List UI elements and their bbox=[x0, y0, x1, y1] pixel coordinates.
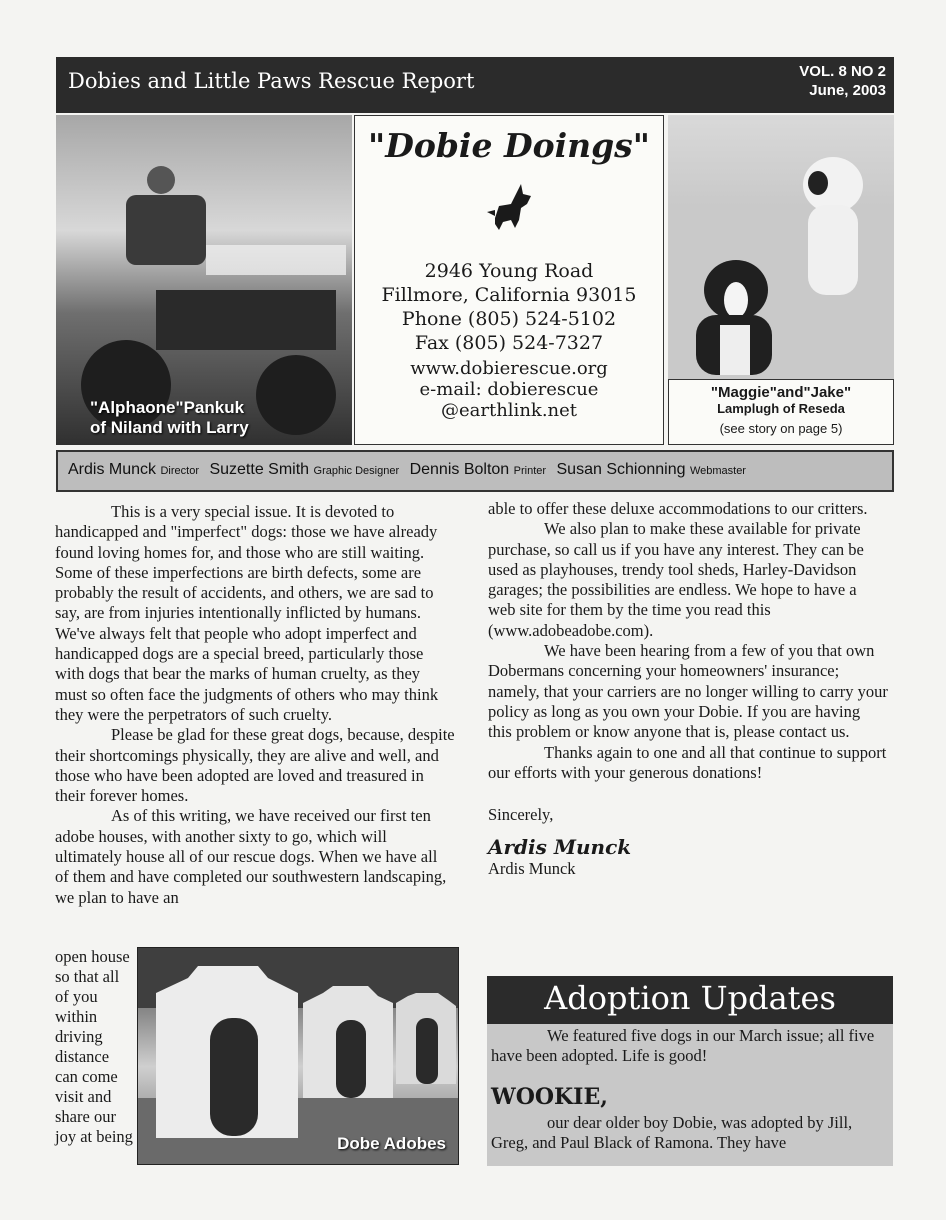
article-left-column bbox=[55, 502, 455, 908]
article-paragraph: This is a very special issue. It is devoted to handicapped and "imperfect" dogs: those we have already found loving homes for, and those who are still waiting. Some of these imperfections are birth defects, some are probably the result of accidents, and others, we are sad to say, are from injuries intentionally inflicted by humans. We've always felt that people who adopt imperfect and handicapped dogs are a special breed, particularly those with dogs that bear the marks of human cruelty, as they must so often face the judgments of others who may think they were the perpetrators of such cruelty. bbox=[55, 502, 439, 724]
caption-dog-names: "Maggie"and"Jake" bbox=[710, 384, 852, 401]
photo-dobe-adobes bbox=[137, 947, 459, 1165]
article-paragraph: As of this writing, we have received our first ten adobe houses, with another sixty to go, which will ultimately house all of our rescue dogs. When we have all of them and have completed our southwestern landscaping, we plan to have an bbox=[55, 806, 447, 907]
volume-number: VOL. 8 NO 2 bbox=[799, 63, 886, 80]
dog-name-heading: WOOKIE, bbox=[491, 1083, 608, 1110]
caption-line: of Niland with Larry bbox=[90, 418, 249, 437]
photo-caption: Dobe Adobes bbox=[337, 1134, 446, 1153]
staff-name: Dennis Bolton bbox=[409, 461, 510, 478]
staff-role: Graphic Designer bbox=[313, 465, 400, 477]
staff-list bbox=[68, 461, 752, 479]
issue-date: June, 2003 bbox=[809, 82, 886, 99]
signature: Ardis Munck bbox=[488, 835, 632, 860]
email-line[interactable]: @earthlink.net bbox=[440, 400, 578, 421]
caption-story-ref: (see story on page 5) bbox=[719, 421, 843, 436]
contact-address bbox=[355, 259, 663, 355]
masthead bbox=[354, 115, 664, 445]
article-paragraph: open house so that all of you within driving distance can come visit and share our joy at being bbox=[55, 947, 133, 1146]
staff-role: Director bbox=[160, 465, 199, 477]
website-link[interactable]: www.dobierescue.org bbox=[410, 358, 608, 379]
email-line[interactable]: e-mail: dobierescue bbox=[419, 379, 599, 400]
caption-line: "Alphaone"Pankuk bbox=[90, 398, 245, 417]
article-paragraph: We have been hearing from a few of you that own Dobermans concerning your homeowners' insurance; namely, that your carriers are no longer willing to carry your policy as long as you own your Dobie. If you are having this problem or know anyone that is, please contact us. bbox=[488, 641, 888, 742]
staff-name: Ardis Munck bbox=[68, 461, 157, 478]
photo-boston-terriers bbox=[668, 115, 894, 379]
adobe-houses-illustration bbox=[138, 948, 458, 1164]
photo-left-caption bbox=[90, 398, 249, 438]
closing-salutation: Sincerely, bbox=[488, 805, 554, 825]
newsletter-title: Dobies and Little Paws Rescue Report bbox=[68, 69, 475, 93]
contact-online bbox=[355, 358, 663, 421]
newsletter-name: "Dobie Doings" bbox=[368, 126, 650, 165]
phone-number: Phone (805) 524-5102 bbox=[401, 308, 617, 330]
staff-name: Suzette Smith bbox=[209, 461, 310, 478]
city-state-zip: Fillmore, California 93015 bbox=[381, 284, 637, 306]
fax-number: Fax (805) 524-7327 bbox=[414, 332, 604, 354]
article-wrap-text bbox=[55, 947, 135, 1147]
section-title: Adoption Updates bbox=[544, 979, 836, 1017]
photo-man-on-atv bbox=[56, 115, 352, 445]
photo-right-caption bbox=[668, 379, 894, 445]
newsletter-banner bbox=[56, 57, 894, 113]
staff-name: Susan Schionning bbox=[556, 461, 686, 478]
article-paragraph: able to offer these deluxe accommodations to our critters. bbox=[488, 499, 868, 518]
article-paragraph: Please be glad for these great dogs, because, despite their shortcomings physically, they are alive and well, and those who have been adopted are loved and treasured in their forever homes. bbox=[55, 725, 455, 806]
adoption-updates-header bbox=[487, 976, 893, 1024]
street-address: 2946 Young Road bbox=[424, 260, 594, 282]
staff-role: Printer bbox=[513, 465, 547, 477]
article-paragraph: We also plan to make these available for private purchase, so call us if you have any interest. They can be used as playhouses, trendy tool sheds, Harley-Davidson garages; the possibilities are endless. We hope to have a web site for them by the time you read this (www.adobeadobe.com). bbox=[488, 519, 864, 640]
article-right-column bbox=[488, 499, 888, 880]
adoption-intro: We featured five dogs in our March issue; all five have been adopted. Life is good! bbox=[491, 1026, 875, 1066]
adoption-updates-box bbox=[487, 1024, 893, 1166]
issue-info bbox=[799, 62, 886, 100]
signer-name: Ardis Munck bbox=[488, 859, 576, 879]
staff-role: Webmaster bbox=[689, 465, 746, 477]
caption-owner: Lamplugh of Reseda bbox=[717, 401, 845, 416]
dog-logo-icon bbox=[481, 178, 539, 236]
adoption-story: our dear older boy Dobie, was adopted by Jill, Greg, and Paul Black of Ramona. They have bbox=[491, 1112, 853, 1152]
article-paragraph: Thanks again to one and all that continue to support our efforts with your generous donations! bbox=[488, 742, 887, 782]
dogs-photo-illustration bbox=[668, 115, 894, 379]
atv-photo-illustration bbox=[56, 115, 352, 445]
staff-bar bbox=[56, 450, 894, 492]
